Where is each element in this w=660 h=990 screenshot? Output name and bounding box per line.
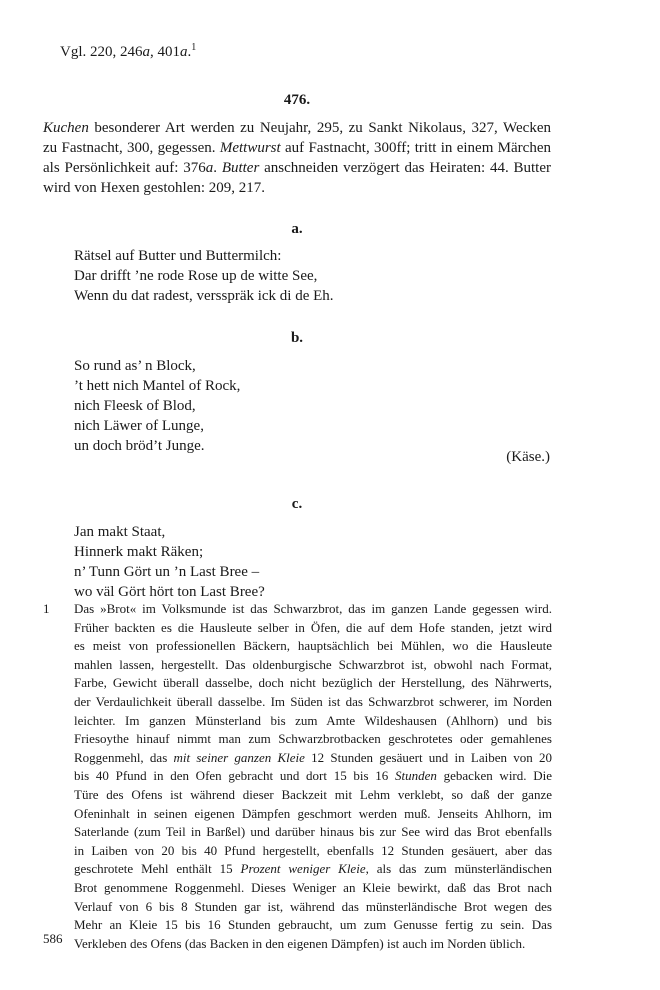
footnote-line xyxy=(74,749,552,768)
footnote-text: 12 Stunden gesäuert und in Laiben von 20 xyxy=(304,749,552,765)
footnote-marker: 1 xyxy=(191,42,197,53)
footnote-line: der Verdaulichkeit überall dasselbe. Im Süden ist das Schwarzbrot schwerer, im Norden xyxy=(74,693,552,709)
intro-text: als Persönlichkeit auf: 376 xyxy=(43,160,206,176)
footnote-line: es meist von professionellen Bäckern, hauptsächlich bei Mühlen, wo die Hausleute xyxy=(74,638,552,654)
verse-line: un doch bröd’t Junge. xyxy=(74,438,205,454)
footnote-body xyxy=(74,600,552,953)
footnote-line: Friesoythe hinauf nimmt man zum Schwarzbrotbacken geschrotetes oder gemahlenes xyxy=(74,731,552,747)
verse-line: nich Fleesk of Blod, xyxy=(74,398,196,414)
verse-line: Jan makt Staat, xyxy=(74,524,166,540)
ref-text: Vgl. 220, 246 xyxy=(60,44,143,60)
intro-line-1 xyxy=(43,118,551,138)
verse-line: nich Läwer of Lunge, xyxy=(74,418,204,434)
footnote-line: in Laiben von 20 bis 40 Pfund hergestellt, ebenfalls 12 Stunden gesäuert, aber das xyxy=(74,842,552,858)
intro-line-4: wird von Hexen gestohlen: 209, 217. xyxy=(43,180,266,196)
intro-text: auf Fastnacht, 300ff; tritt in einem Märchen xyxy=(280,140,551,156)
footnote-italic: Prozent weniger Kleie xyxy=(240,861,366,877)
intro-text: anschneiden verzögert das Heiraten: 44. Butter xyxy=(259,160,551,176)
intro-italic: Butter xyxy=(221,160,260,176)
footnote-italic: Stunden xyxy=(395,768,437,784)
intro-italic: Kuchen xyxy=(43,120,89,136)
verse-line: So rund as’ n Block, xyxy=(74,358,196,374)
section-a-label: a. xyxy=(291,221,303,237)
footnote-text: geschrotete Mehl enthält 15 xyxy=(74,861,241,877)
footnote-number: 1 xyxy=(43,601,50,616)
intro-text: . xyxy=(213,160,222,176)
footnote-line: Das »Brot« im Volksmunde ist das Schwarzbrot, das im ganzen Lande gegessen wird. xyxy=(74,601,552,616)
reference-line xyxy=(60,38,196,62)
verse-line: Dar drifft ’ne rode Rose up de witte See, xyxy=(74,268,318,284)
footnote-line: Türe des Ofens ist während dieser Backzeit mit Lehm verklebt, so daß der ganze xyxy=(74,786,552,802)
footnote-line: leichter. Im ganzen Münsterland bis zum Amte Wildeshausen (Ahlhorn) und bis xyxy=(74,712,552,728)
ref-text: , 401 xyxy=(150,44,180,60)
section-c-label: c. xyxy=(291,496,303,512)
verse-line: Rätsel auf Butter und Buttermilch: xyxy=(74,248,282,264)
footnote-line: Verlauf von 6 bis 8 Stunden gar ist, während das münsterländische Brot wegen des xyxy=(74,898,552,914)
intro-italic: a xyxy=(205,160,214,176)
footnote-line: Verkleben des Ofens (das Backen in den eigenen Dämpfen) ist auch im Norden üblich. xyxy=(74,935,526,951)
page-number: 586 xyxy=(43,931,63,946)
footnote-line xyxy=(74,767,552,786)
intro-text: zu Fastnacht, 300, gegessen. xyxy=(43,140,220,156)
ref-text: . xyxy=(187,44,192,60)
intro-text: besonderer Art werden zu Neujahr, 295, zu Sankt Nikolaus, 327, Wecken xyxy=(88,120,551,136)
footnote-text: bis 40 Pfund in den Ofen gebracht und dort 15 bis 16 xyxy=(74,768,396,784)
footnote-line: Saterlande (zum Teil in Barßel) und darüber hinaus bis zur See wird das Brot ebenfalls xyxy=(74,824,552,840)
footnote-line xyxy=(74,860,552,879)
section-b-label: b. xyxy=(290,330,304,346)
footnote-line: Brot genommene Roggenmehl. Dieses Weniger an Kleie bewirkt, daß das Brot nach xyxy=(74,879,552,895)
verse-line: ’t hett nich Mantel of Rock, xyxy=(74,378,241,394)
footnote-line: Ofeninhalt in seinen eigenen Dämpfen geschmort werden muß. Jenseits Ahlhorn, im xyxy=(74,805,552,821)
entry-heading: 476. xyxy=(283,92,311,108)
intro-italic: Mettwurst xyxy=(219,140,281,156)
footnote-line: Farbe, Gewicht überall dasselbe, doch nicht bezüglich der Herstellung, des Nährwerts, xyxy=(74,675,552,691)
footnote-line: mahlen lassen, hergestellt. Das oldenburgische Schwarzbrot ist, obwohl nach Format, xyxy=(74,656,552,672)
footnote-line: Früher backten es die Hausleute selber in Öfen, die auf dem Hofe standen, jetzt wird xyxy=(74,619,552,635)
intro-line-2 xyxy=(43,138,551,158)
ref-italic: a xyxy=(180,44,188,60)
ref-italic: a xyxy=(142,44,150,60)
riddle-answer: (Käse.) xyxy=(506,449,550,465)
footnote-italic: mit seiner ganzen Kleie xyxy=(173,749,305,765)
footnote-text: Roggenmehl, das xyxy=(74,749,174,765)
verse-line: wo väl Gört hört ton Last Bree? xyxy=(74,584,265,600)
verse-line: Wenn du dat radest, versspräk ick di de Eh. xyxy=(74,288,334,304)
intro-line-3 xyxy=(43,158,551,178)
footnote-line: Mehr an Kleie 15 bis 16 Stunden gebraucht, um zum Genusse fertig zu sein. Das xyxy=(74,917,552,933)
footnote-text: gebacken wird. Die xyxy=(436,768,552,784)
verse-line: Hinnerk makt Räken; xyxy=(74,544,204,560)
verse-line: n’ Tunn Gört un ’n Last Bree – xyxy=(74,564,260,580)
footnote-text: , als das zum münsterländischen xyxy=(365,861,552,877)
